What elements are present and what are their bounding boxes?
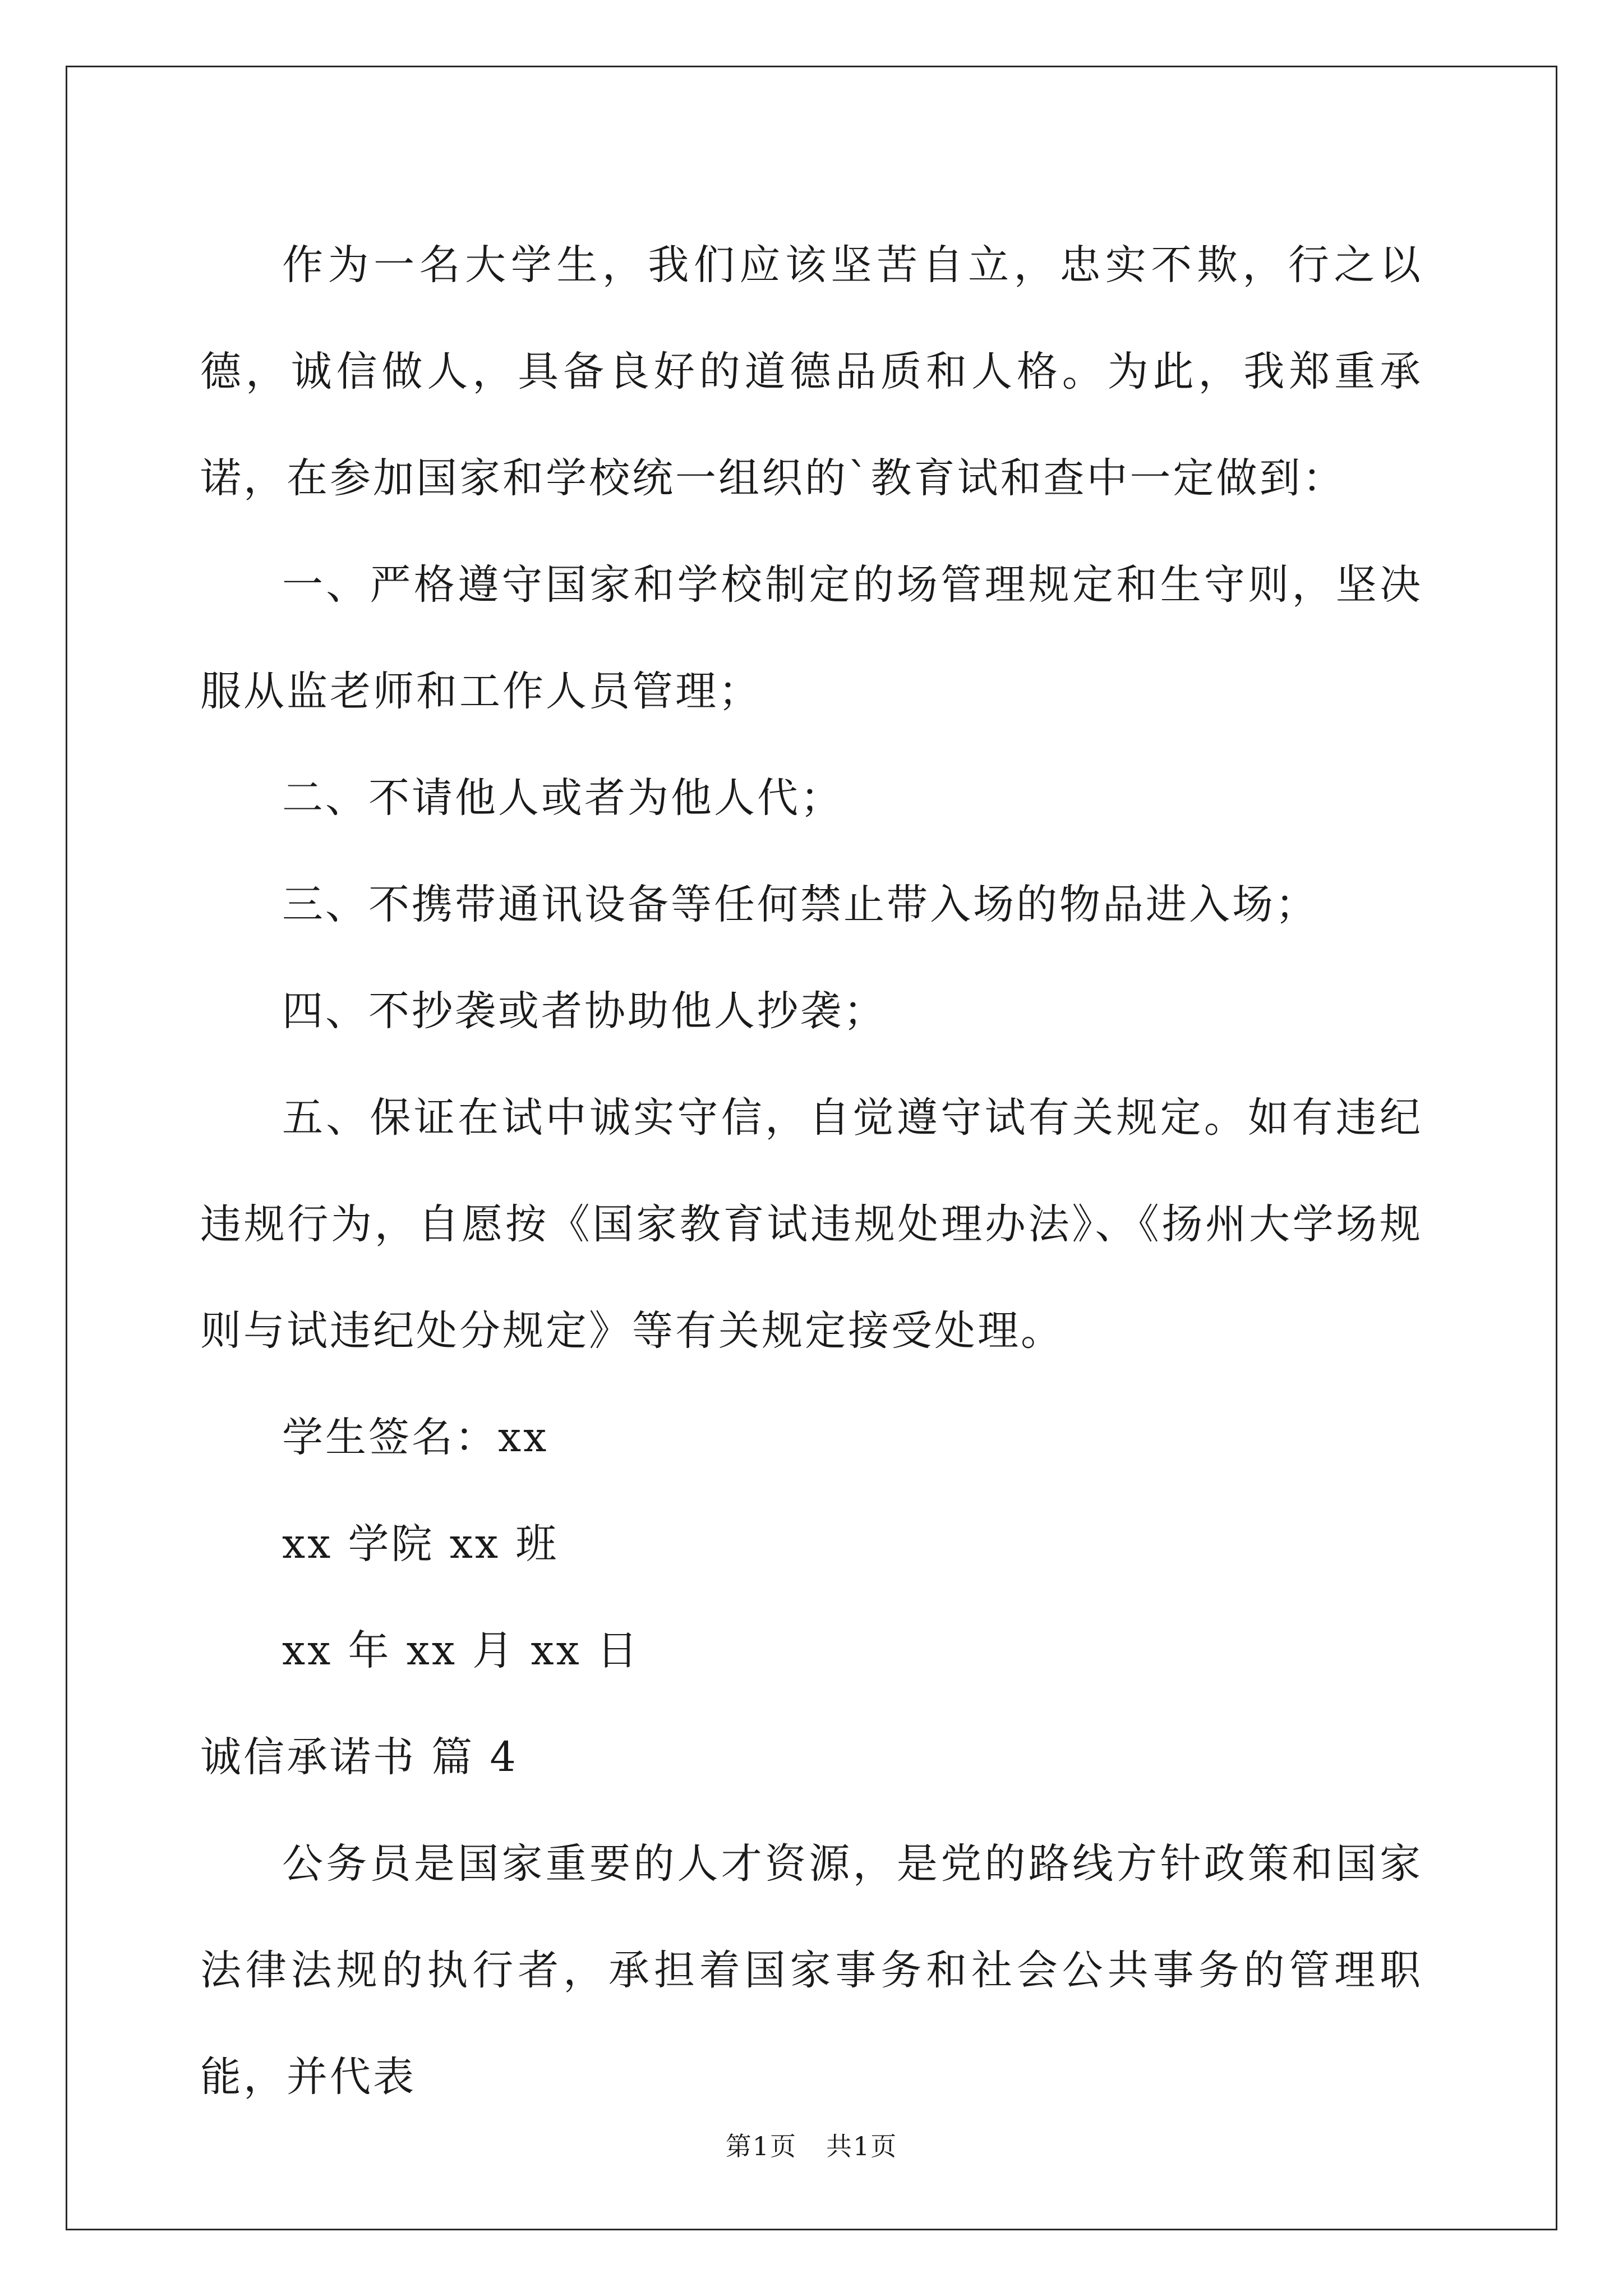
- paragraph-item-5: 五、保证在试中诚实守信，自觉遵守试有关规定。如有违纪违规行为，自愿按《国家教育试违规处理办法》、《扬州大学场规则与试违纪处分规定》等有关规定接受处理。: [200, 1094, 1423, 1355]
- document-body: [200, 212, 1423, 2131]
- paragraph-intro: 作为一名大学生，我们应该坚苦自立，忠实不欺，行之以德，诚信做人，具备良好的道德品质和人格。为此，我郑重承诺，在参加国家和学校统一组织的`教育试和查中一定做到：: [200, 241, 1423, 502]
- class-line: xx 学院 xx 班: [282, 1520, 559, 1568]
- page-number: 第1页: [725, 2131, 797, 2161]
- page-footer: [0, 2126, 1623, 2163]
- signature-line: 学生签名：xx: [282, 1414, 549, 1461]
- paragraph-item-4: 四、不抄袭或者协助他人抄袭；: [282, 987, 887, 1035]
- paragraph-section-4: 公务员是国家重要的人才资源，是党的路线方针政策和国家法律法规的执行者，承担着国家事务和社会公共事务的管理职能，并代表: [200, 1840, 1423, 2101]
- page-total: 共1页: [826, 2131, 898, 2161]
- paragraph-item-3: 三、不携带通讯设备等任何禁止带入场的物品进入场；: [282, 881, 1318, 928]
- section-heading: 诚信承诺书 篇 4: [200, 1733, 518, 1781]
- paragraph-item-2: 二、不请他人或者为他人代；: [282, 774, 843, 822]
- paragraph-item-1: 一、严格遵守国家和学校制定的场管理规定和生守则，坚决服从监老师和工作人员管理；: [200, 561, 1423, 715]
- date-line: xx 年 xx 月 xx 日: [282, 1627, 640, 1674]
